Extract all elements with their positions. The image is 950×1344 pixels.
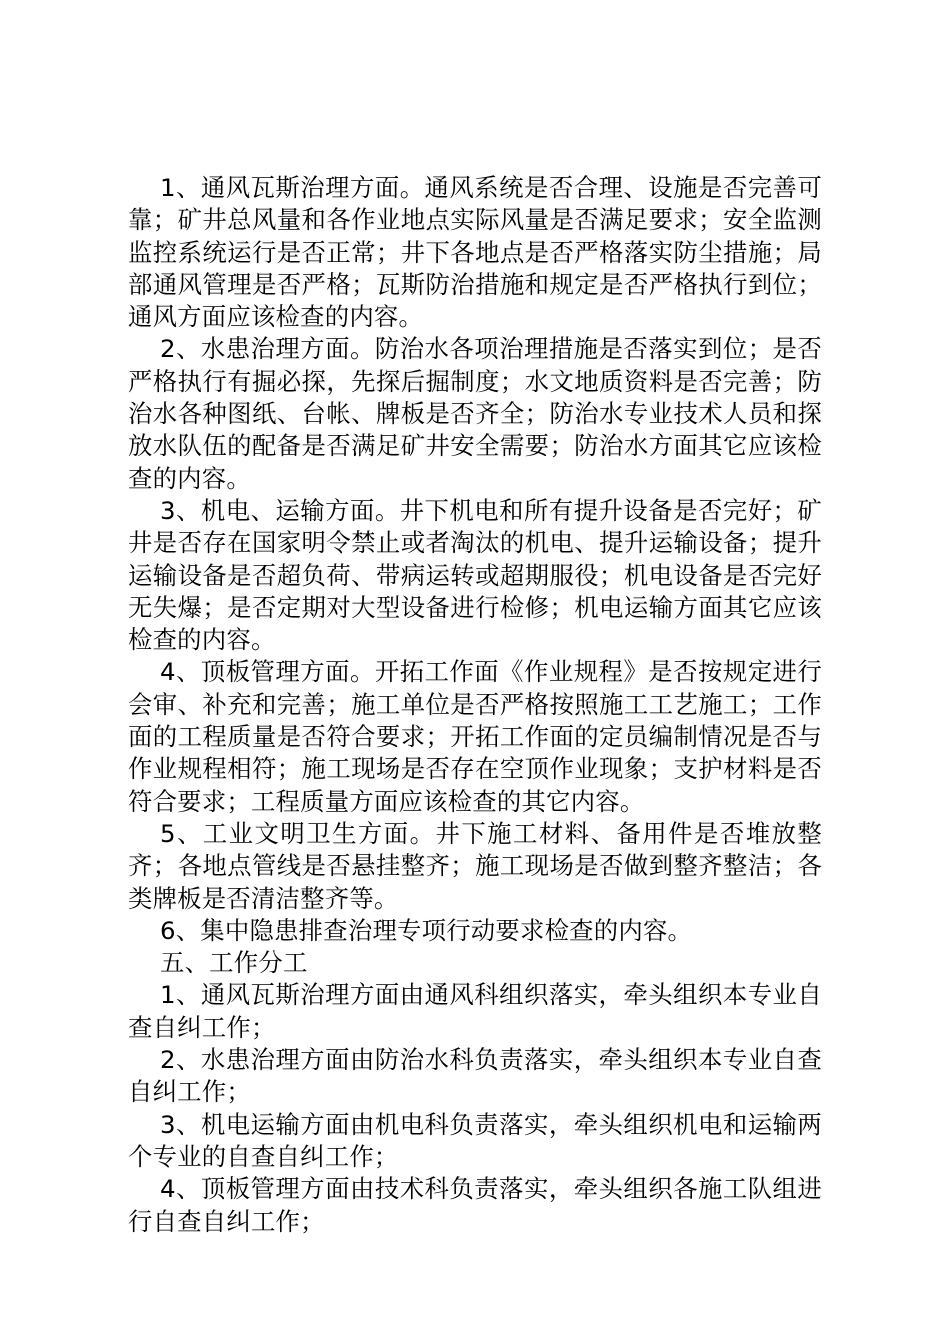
paragraph-industrial-hygiene: 5、工业文明卫生方面。井下施工材料、备用件是否堆放整齐；各地点管线是否悬挂整齐；施工现场是否做到整齐整洁；各类牌板是否清洁整齐等。: [128, 818, 822, 913]
division-item-electromechanical: 3、机电运输方面由机电科负责落实，牵头组织机电和运输两个专业的自查自纠工作；: [128, 1109, 822, 1171]
paragraph-electromechanical-transport: 3、机电、运输方面。井下机电和所有提升设备是否完好；矿井是否存在国家明令禁止或者淘汰的机电、提升运输设备；提升运输设备是否超负荷、带病运转或超期服役；机电设备是否完好无失爆；是否定期对大型设备进行检修；机电运输方面其它应该检查的内容。: [128, 495, 822, 655]
paragraph-water-hazard: 2、水患治理方面。防治水各项治理措施是否落实到位；是否严格执行有掘必探，先探后掘制度；水文地质资料是否完善；防治水各种图纸、台帐、牌板是否齐全；防治水专业技术人员和探放水队伍的配备是否满足矿井安全需要；防治水方面其它应该检查的内容。: [128, 334, 822, 493]
division-item-roof: 4、顶板管理方面由技术科负责落实，牵头组织各施工队组进行自查自纠工作；: [128, 1174, 822, 1236]
paragraph-special-action: 6、集中隐患排查治理专项行动要求检查的内容。: [160, 915, 693, 945]
division-item-water: 2、水患治理方面由防治水科负责落实，牵头组织本专业自查自纠工作；: [128, 1045, 822, 1107]
paragraph-ventilation-gas: 1、通风瓦斯治理方面。通风系统是否合理、设施是否完善可靠；矿井总风量和各作业地点实际风量是否满足要求；安全监测监控系统运行是否正常；井下各地点是否严格落实防尘措施；局部通风管理是否严格；瓦斯防治措施和规定是否严格执行到位；通风方面应该检查的内容。: [128, 173, 822, 332]
paragraph-roof-management: 4、顶板管理方面。开拓工作面《作业规程》是否按规定进行会审、补充和完善；施工单位是否严格按照施工工艺施工；工作面的工程质量是否符合要求；开拓工作面的定员编制情况是否与作业规程相符；施工现场是否存在空顶作业现象；支护材料是否符合要求；工程质量方面应该检查的其它内容。: [128, 657, 822, 816]
division-item-ventilation: 1、通风瓦斯治理方面由通风科组织落实，牵头组织本专业自查自纠工作；: [128, 980, 822, 1042]
document-body: [128, 172, 822, 1238]
section-heading-work-division: 五、工作分工: [160, 948, 308, 978]
